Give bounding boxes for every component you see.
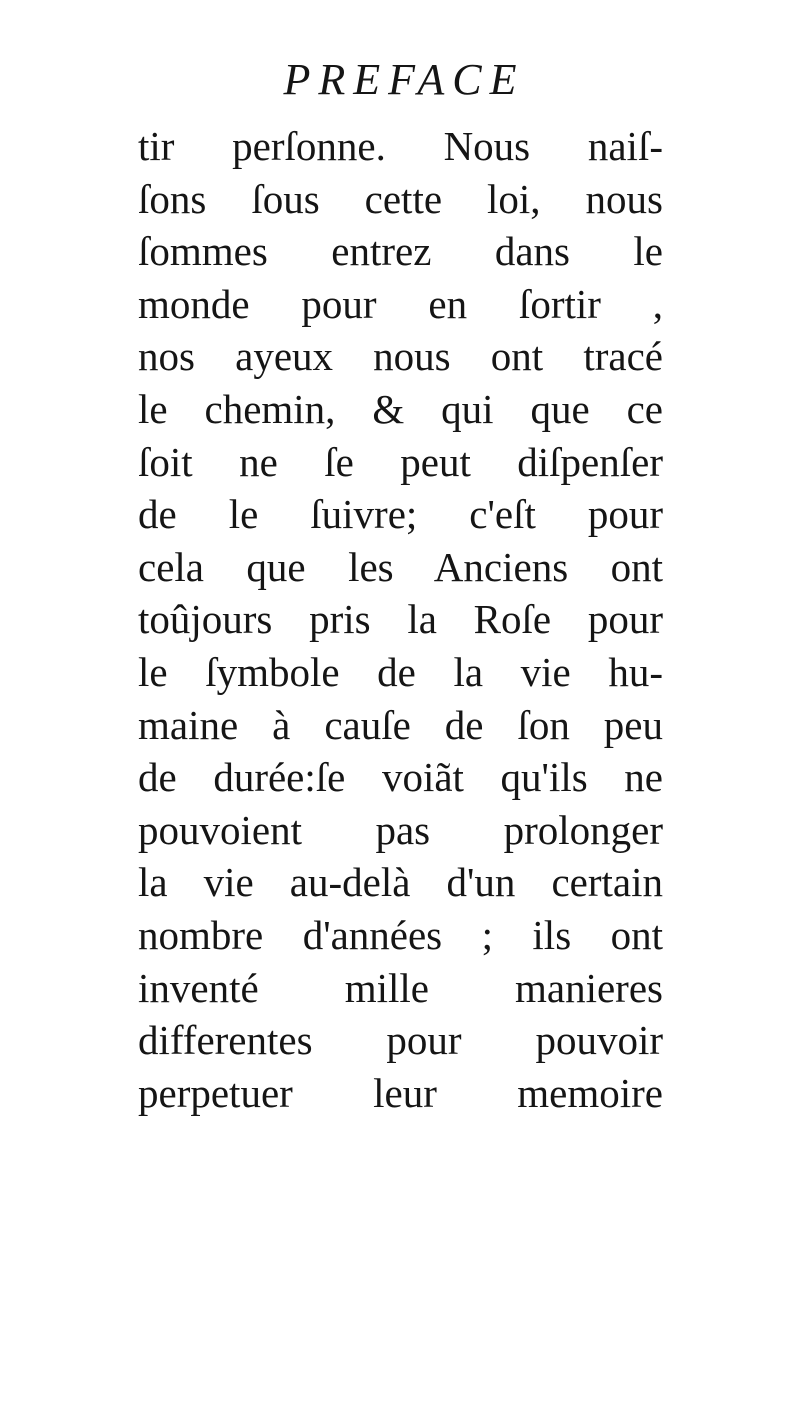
- text-line: perpetuer leur memoire: [138, 1069, 663, 1116]
- text-line: ſommes entrez dans le: [138, 228, 663, 275]
- text-line: la vie au-delà d'un certain: [138, 859, 663, 906]
- text-line: nombre d'années ; ils ont: [138, 911, 663, 958]
- text-line: ſons ſous cette loi, nous: [138, 175, 663, 222]
- text-line: le chemin, & qui que ce: [138, 385, 663, 432]
- text-line: maine à cauſe de ſon peu: [138, 701, 663, 748]
- running-head: PREFACE: [283, 55, 525, 104]
- text-line: pouvoient pas prolonger: [138, 806, 663, 853]
- text-line: toûjours pris la Roſe pour: [138, 596, 663, 643]
- text-line: differentes pour pouvoir: [138, 1017, 663, 1064]
- text-line: le ſymbole de la vie hu-: [138, 648, 663, 695]
- text-line: de le ſuivre; c'eſt pour: [138, 491, 663, 538]
- text-line: de durée:ſe voiãt qu'ils ne: [138, 754, 663, 801]
- text-line: nos ayeux nous ont tracé: [138, 333, 663, 380]
- text-line: inventé mille manieres: [138, 964, 663, 1011]
- text-line: ſoit ne ſe peut diſpenſer: [138, 438, 663, 485]
- text-line: tir perſonne. Nous naiſ-: [138, 123, 663, 169]
- text-line: cela que les Anciens ont: [138, 543, 663, 590]
- text-line: monde pour en ſortir ,: [138, 280, 663, 327]
- body-text: [138, 120, 663, 1119]
